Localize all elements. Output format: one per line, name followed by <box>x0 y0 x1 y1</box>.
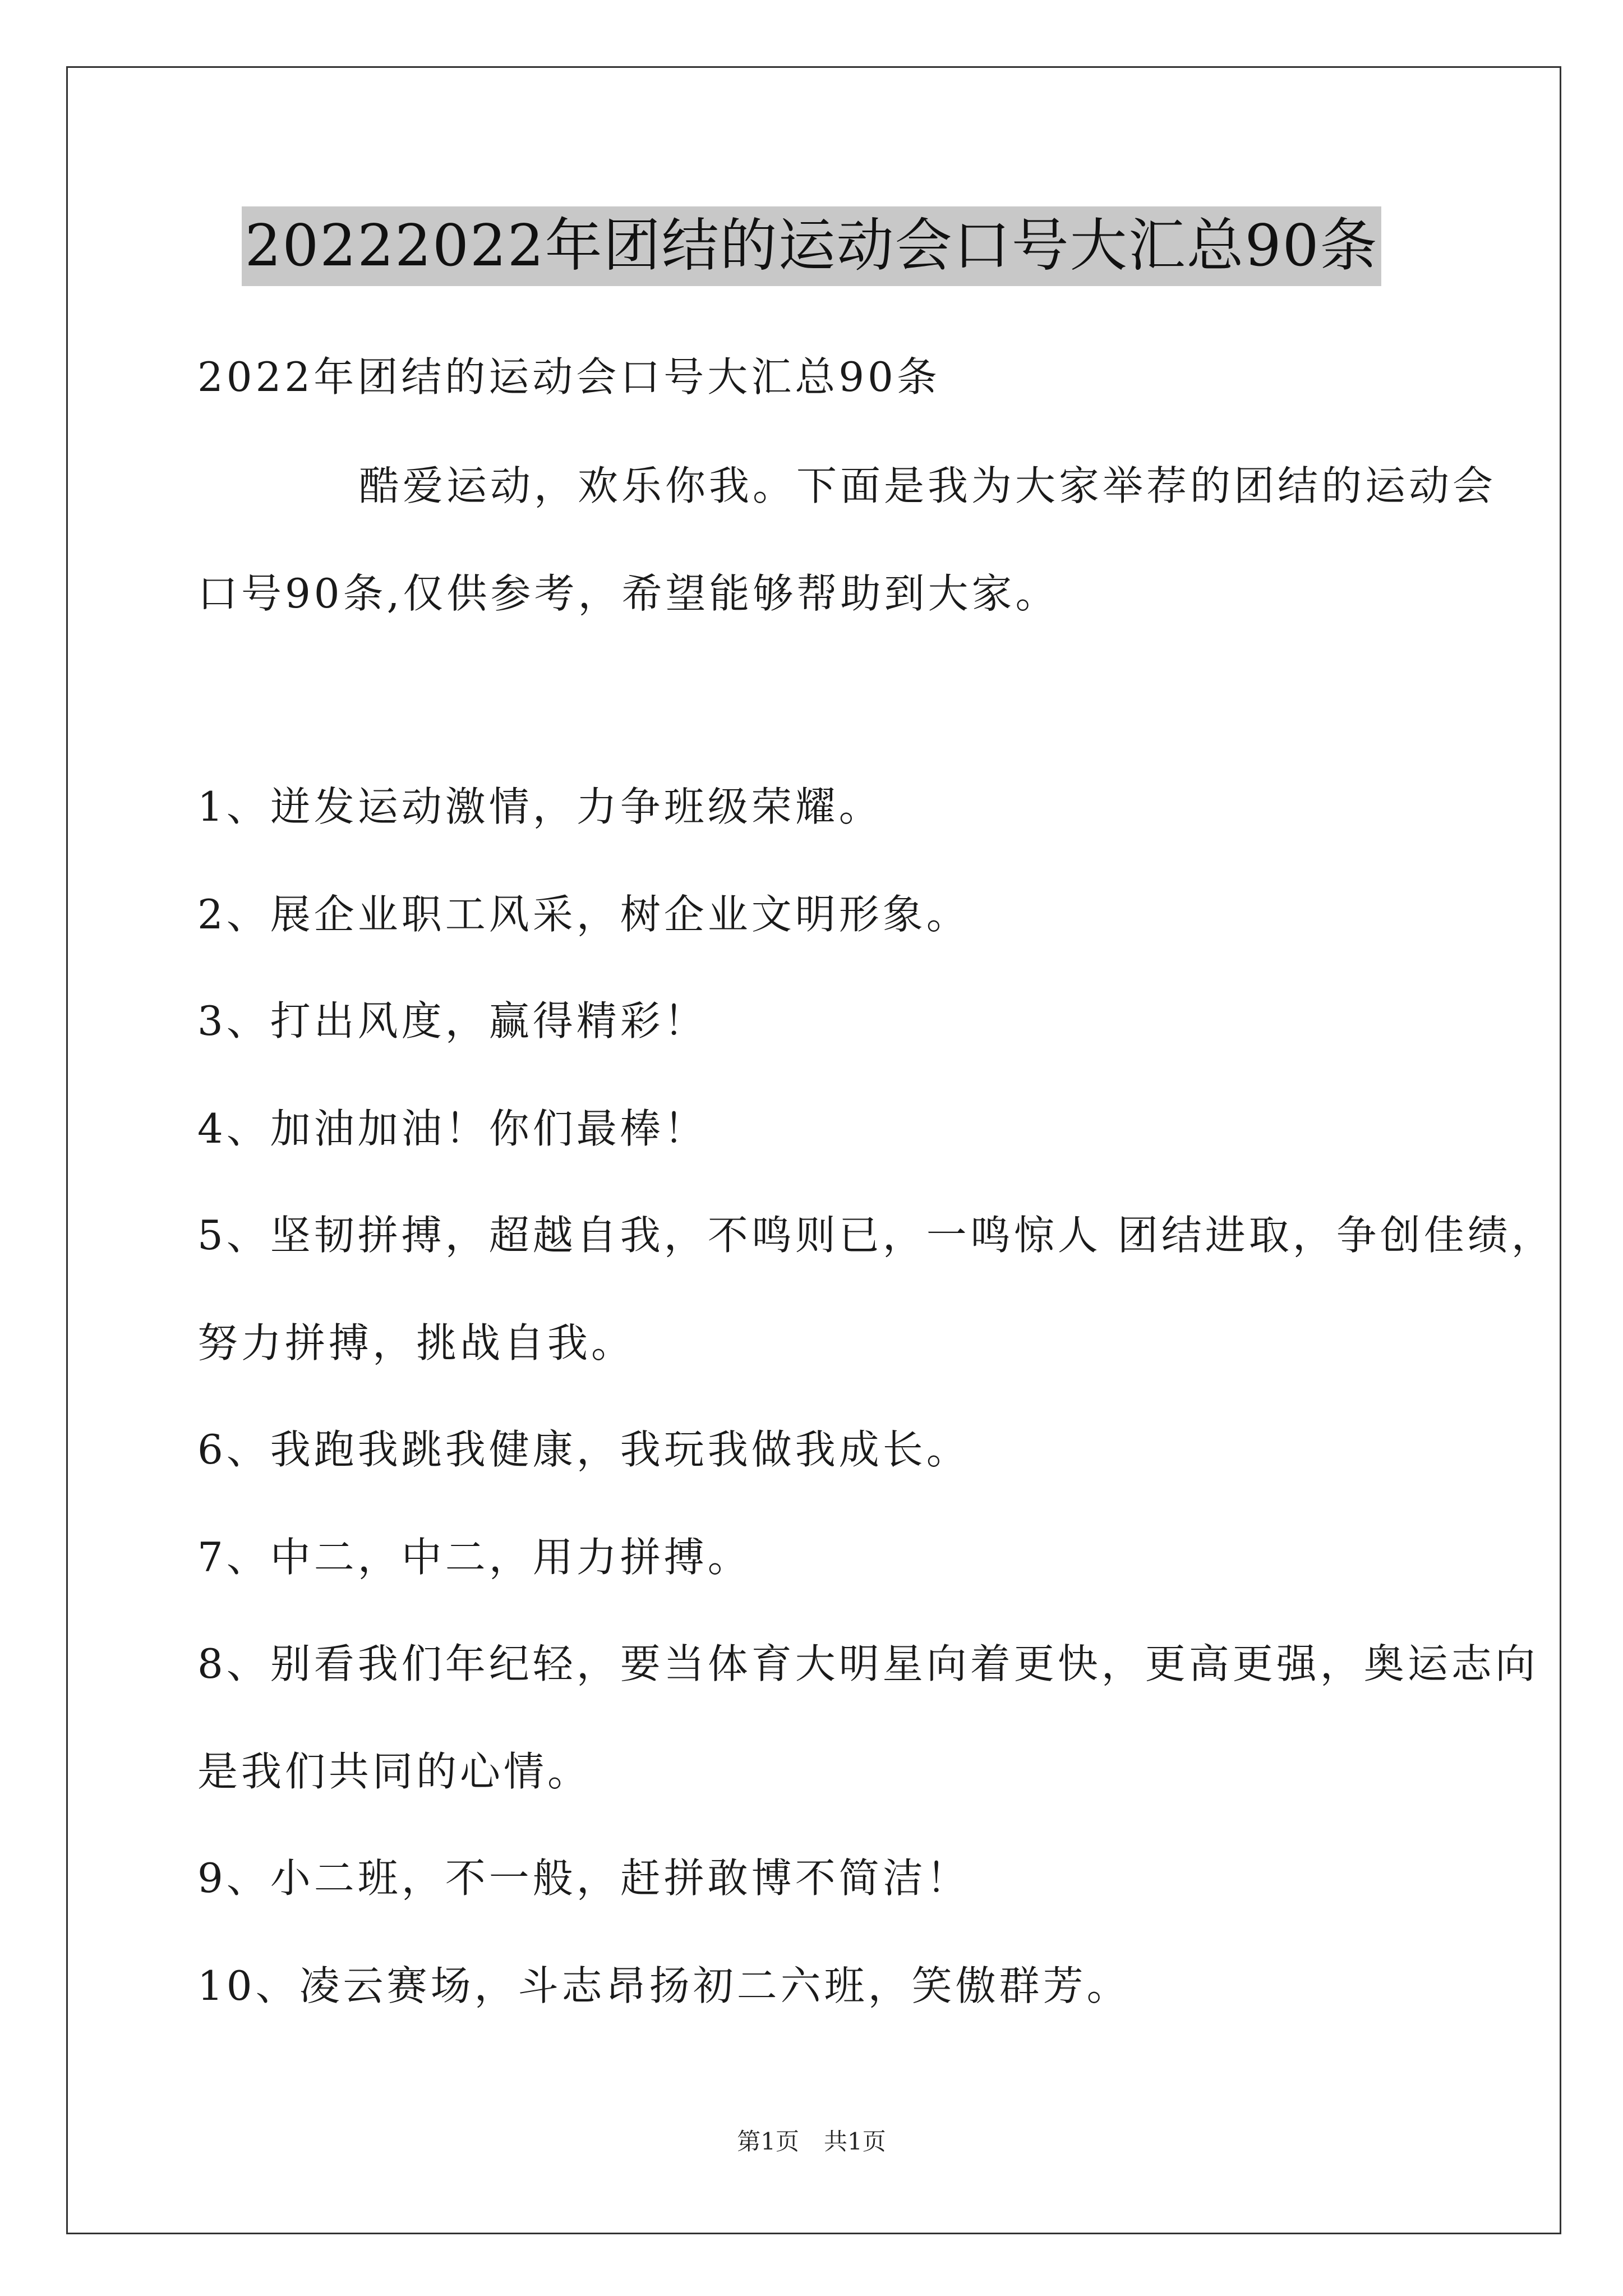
title-container <box>0 206 1623 286</box>
slogan-line: 3、打出风度，赢得精彩！ <box>197 997 708 1045</box>
slogan-line: 9、小二班，不一般，赶拼敢博不简洁！ <box>197 1855 970 1902</box>
page-total: 共1页 <box>824 2128 886 2155</box>
intro-line-1: 酷爱运动，欢乐你我。下面是我为大家举荐的团结的运动会 <box>359 462 1497 509</box>
slogan-line: 4、加油加油！你们最棒！ <box>197 1105 708 1152</box>
subtitle: 2022年团结的运动会口号大汇总90条 <box>197 353 940 401</box>
slogan-line: 2、展企业职工风采，树企业文明形象。 <box>197 891 970 938</box>
slogan-line: 1、迸发运动激情，力争班级荣耀。 <box>197 783 883 830</box>
slogan-line: 努力拼搏，挑战自我。 <box>197 1319 635 1366</box>
page-footer <box>0 2125 1623 2159</box>
slogan-line: 是我们共同的心情。 <box>197 1748 592 1795</box>
intro-line-2: 口号90条,仅供参考，希望能够帮助到大家。 <box>197 570 1059 617</box>
slogan-line: 6、我跑我跳我健康，我玩我做我成长。 <box>197 1426 970 1473</box>
slogan-line: 7、中二，中二，用力拼搏。 <box>197 1534 751 1581</box>
slogan-line: 5、坚韧拼搏，超越自我，不鸣则已，一鸣惊人 团结进取，争创佳绩， <box>197 1212 1555 1259</box>
page-number: 第1页 <box>737 2128 799 2155</box>
slogan-line: 10、凌云赛场，斗志昂扬初二六班，笑傲群芳。 <box>197 1962 1131 2009</box>
document-title: 20222022年团结的运动会口号大汇总90条 <box>242 206 1382 286</box>
slogan-line: 8、别看我们年纪轻，要当体育大明星向着更快，更高更强，奥运志向 <box>197 1640 1539 1687</box>
